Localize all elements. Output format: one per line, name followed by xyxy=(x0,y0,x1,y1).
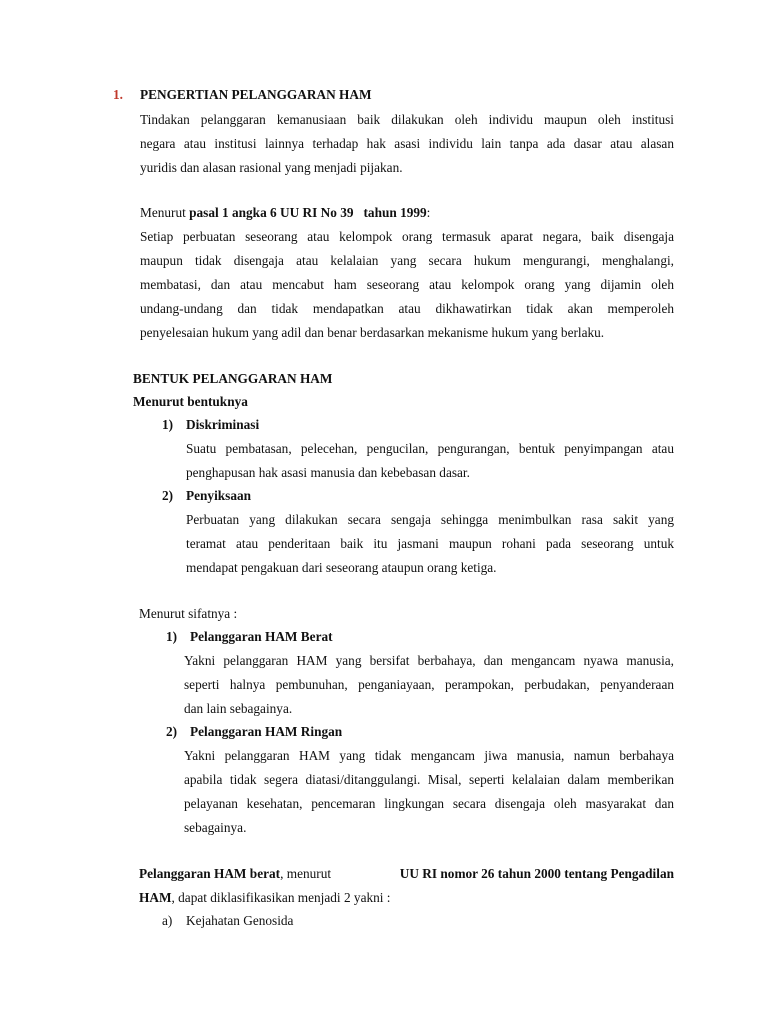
list-number: 2) xyxy=(162,488,174,503)
list-item-line: Yakni pelanggaran HAM yang bersifat berbahaya, dan mengancam nyawa manusia, xyxy=(184,653,674,668)
menurut-line xyxy=(140,205,430,221)
paragraph-line: penyelesaian hukum yang adil dan benar berdasarkan mekanisme hukum yang berlaku. xyxy=(140,325,605,340)
list-number: 1) xyxy=(166,629,178,644)
list-item-line: Yakni pelanggaran HAM yang tidak mengancam jiwa manusia, namun berbahaya xyxy=(184,748,674,763)
list-number: 1) xyxy=(162,417,174,432)
subsection-heading: Menurut sifatnya : xyxy=(139,606,238,621)
list-item-line: penghapusan hak asasi manusia dan kebebasan dasar. xyxy=(186,465,470,480)
classification-line xyxy=(139,890,390,906)
list-item-line: sebagainya. xyxy=(184,820,247,835)
list-item-title: Pelanggaran HAM Berat xyxy=(190,629,333,644)
list-item-line: mendapat pengakuan dari seseorang ataupun orang ketiga. xyxy=(186,560,497,575)
list-number: 2) xyxy=(166,724,178,739)
list-item-title: Diskriminasi xyxy=(186,417,260,432)
section-number: 1. xyxy=(113,87,123,102)
paragraph-line: negara atau institusi lainnya terhadap hak asasi individu lain tanpa ada dasar atau alasan xyxy=(140,136,674,151)
list-item-title: Pelanggaran HAM Ringan xyxy=(190,724,343,739)
classification-text: , dapat diklasifikasikan menjadi 2 yakni : xyxy=(171,890,391,905)
paragraph-line: maupun tidak disengaja atau kelalaian yang secara hukum mengurangi, menghalangi, xyxy=(140,253,674,268)
paragraph-line: undang-undang dan tidak mendapatkan atau dikhawatirkan tidak akan memperoleh xyxy=(140,301,674,316)
list-item-line: pelayanan kesehatan, pencemaran lingkungan secara disengaja oleh masyarakat dan xyxy=(184,796,674,811)
list-item-line: Suatu pembatasan, pelecehan, pengucilan, pengurangan, bentuk penyimpangan atau xyxy=(186,441,674,456)
subsection-heading: Menurut bentuknya xyxy=(133,394,248,409)
list-item-title: Kejahatan Genosida xyxy=(186,913,294,928)
list-item-line: Perbuatan yang dilakukan secara sengaja sehingga menimbulkan rasa sakit yang xyxy=(186,512,674,527)
menurut-prefix: Menurut xyxy=(140,205,190,220)
paragraph-line: yuridis dan alasan rasional yang menjadi pijakan. xyxy=(140,160,403,175)
classification-term: Pelanggaran HAM berat xyxy=(139,866,281,881)
list-item-title: Penyiksaan xyxy=(186,488,252,503)
paragraph-line: Setiap perbuatan seseorang atau kelompok orang termasuk aparat negara, baik disengaja xyxy=(140,229,674,244)
list-item-line: dan lain sebagainya. xyxy=(184,701,293,716)
menurut-legal-ref: pasal 1 angka 6 UU RI No 39 tahun 1999 xyxy=(189,205,427,220)
menurut-suffix: : xyxy=(426,205,431,220)
list-item-line: teramat atau penderitaan baik itu jasmani maupun rohani pada seseorang untuk xyxy=(186,536,674,551)
classification-law-ref-cont: HAM xyxy=(139,890,172,905)
list-letter: a) xyxy=(162,913,173,928)
list-item-line: apabila tidak segera diatasi/ditanggulangi. Misal, seperti kelalaian dalam memberikan xyxy=(184,772,674,787)
classification-connector: , menurut xyxy=(280,866,335,881)
section-title: PENGERTIAN PELANGGARAN HAM xyxy=(140,87,372,102)
classification-left xyxy=(139,866,334,882)
section-heading: BENTUK PELANGGARAN HAM xyxy=(133,371,333,386)
classification-law-ref: UU RI nomor 26 tahun 2000 tentang Pengadilan xyxy=(399,866,674,881)
classification-line xyxy=(139,866,674,882)
paragraph-line: Tindakan pelanggaran kemanusiaan baik dilakukan oleh individu maupun oleh institusi xyxy=(140,112,674,127)
paragraph-line: membatasi, dan atau mencabut ham seseorang atau kelompok orang yang dijamin oleh xyxy=(140,277,674,292)
list-item-line: seperti halnya pembunuhan, penganiayaan, perampokan, perbudakan, penyanderaan xyxy=(184,677,674,692)
